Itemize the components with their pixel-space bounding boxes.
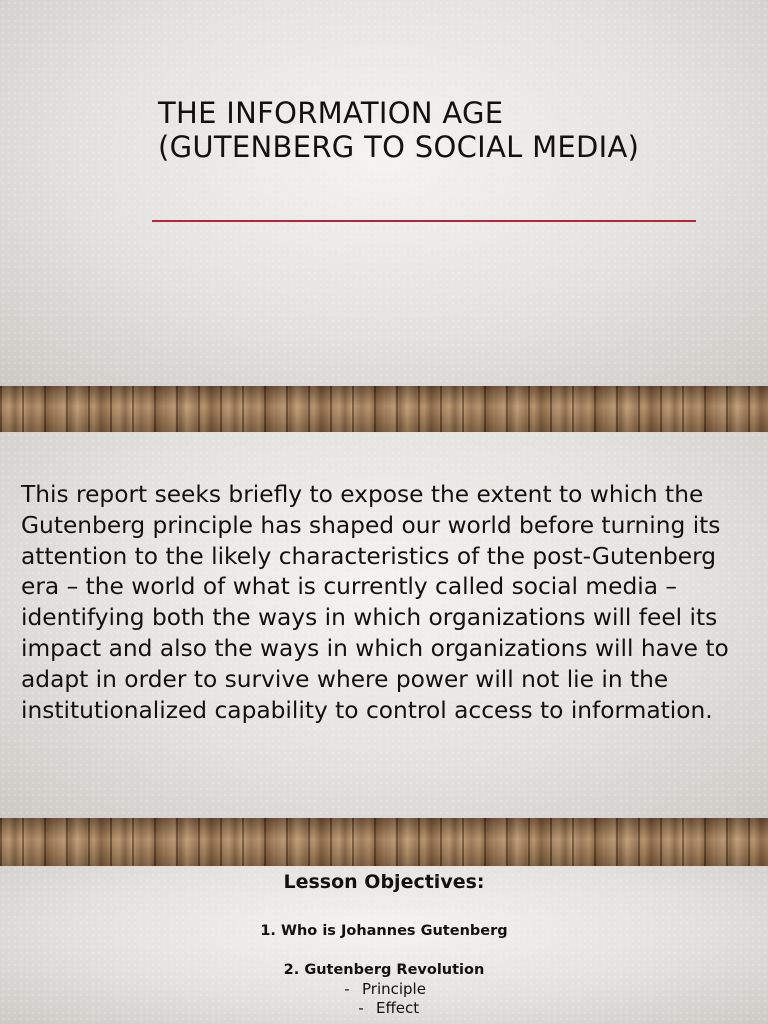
wood-floor-divider	[0, 386, 768, 432]
bullet-dash: -	[358, 999, 364, 1017]
objectives-heading: Lesson Objectives:	[283, 871, 485, 893]
slide-title	[0, 0, 768, 386]
title-line-2: (GUTENBERG TO SOCIAL MEDIA)	[158, 130, 640, 164]
bullet-dash: -	[344, 980, 350, 998]
title-line-1: THE INFORMATION AGE	[158, 96, 504, 130]
slide-summary	[0, 432, 768, 818]
slide-objectives	[0, 866, 768, 1024]
slide-title-heading	[158, 96, 718, 164]
objective-sub-item	[332, 980, 426, 998]
summary-paragraph: This report seeks briefly to expose the extent to which the Gutenberg principle has shaped our world before turning its attention to the likely characteristics of the post-Gutenberg era – the world of what is currently called social media – identifying both the ways in which organizations will feel its impact and also the ways in which organizations will have to adapt in order to survive where power will not lie in the institutionalized capability to control access to information.	[21, 481, 729, 724]
objective-item: 1. Who is Johannes Gutenberg	[260, 923, 508, 939]
sub-item-label: Effect	[376, 999, 420, 1017]
title-underline	[152, 220, 696, 222]
objective-sub-item	[346, 999, 419, 1017]
wood-floor-divider	[0, 818, 768, 866]
objective-item: 2. Gutenberg Revolution	[283, 962, 485, 978]
sub-item-label: Principle	[362, 980, 426, 998]
